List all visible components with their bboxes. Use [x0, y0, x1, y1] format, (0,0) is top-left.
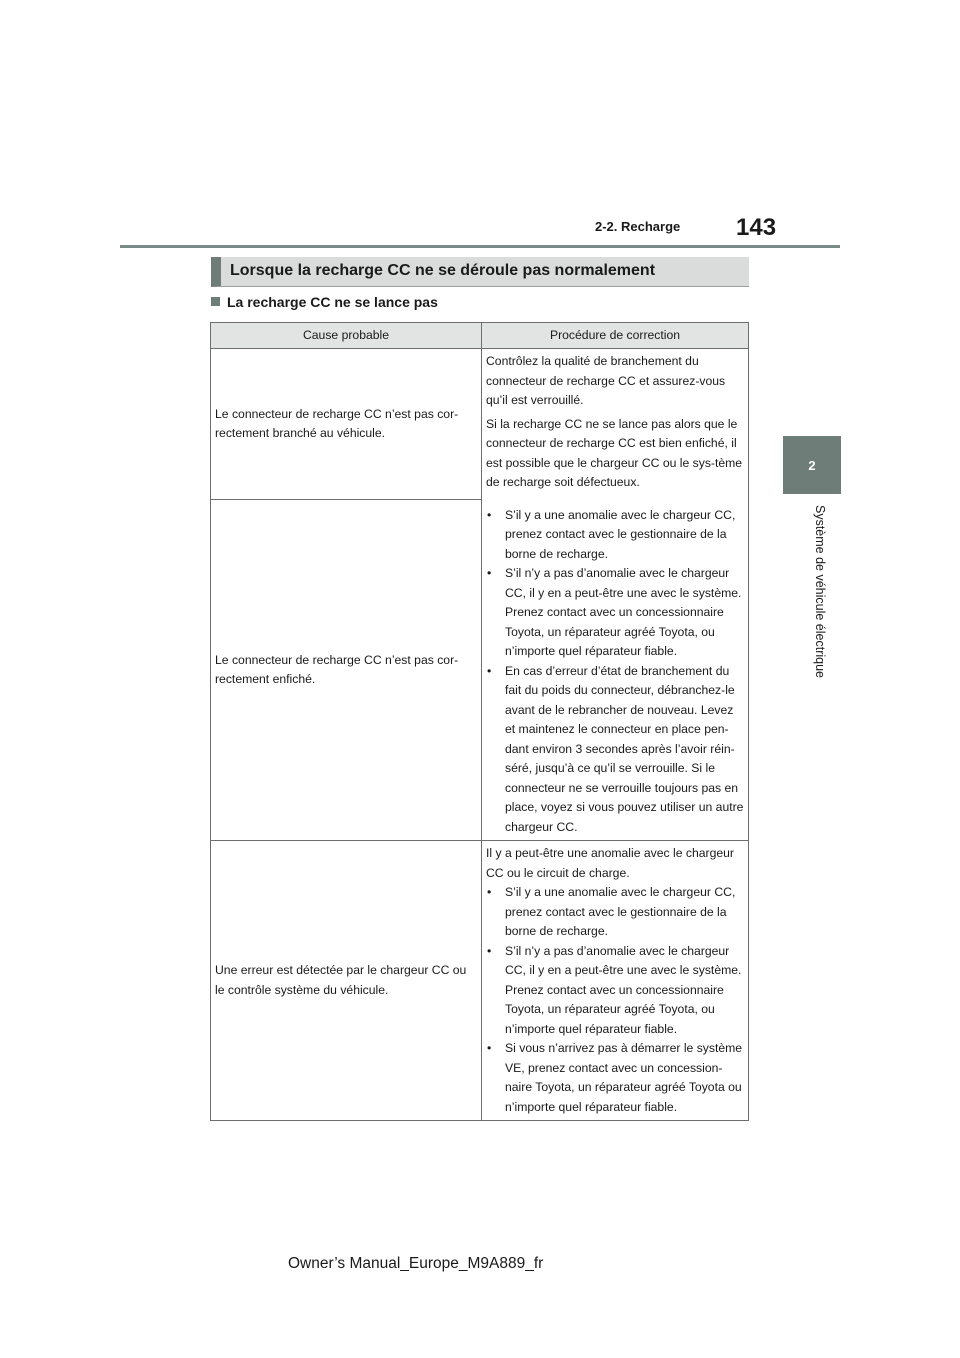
- list-item: • S’il n’y a pas d’anomalie avec le chargeur CC, il y en a peut-être une avec le système. Prenez contact avec un concessionnaire Toyota, un réparateur agréé Toyota, ou n’importe quel réparateur fiable.: [486, 564, 744, 662]
- procedure-paragraph: Contrôlez la qualité de branchement du connecteur de recharge CC et assurez-vous qu’il est verrouillé.: [486, 354, 726, 407]
- table-row: [211, 500, 749, 841]
- procedure-list: [486, 506, 744, 838]
- section-heading: Lorsque la recharge CC ne se déroule pas normalement: [211, 257, 749, 287]
- footer-manual-id: Owner’s Manual_Europe_M9A889_fr: [288, 1255, 544, 1272]
- procedure-cell: [482, 841, 749, 1121]
- page-number: 143: [736, 214, 777, 241]
- chapter-tab: 2: [783, 436, 841, 494]
- cause-cell: Le connecteur de recharge CC n’est pas cor-rectement enfiché.: [211, 500, 482, 841]
- procedure-paragraph: Si la recharge CC ne se lance pas alors que le connecteur de recharge CC est bien enfiché, il est possible que le chargeur CC ou le sys-tème de recharge soit défectueux.: [486, 416, 743, 489]
- procedure-cell: [482, 500, 749, 841]
- column-header-procedure: Procédure de correction: [482, 323, 749, 349]
- table-row: [211, 841, 749, 1121]
- list-item: • S’il y a une anomalie avec le chargeur CC, prenez contact avec le gestionnaire de la borne de recharge.: [486, 883, 744, 942]
- procedure-intro: Il y a peut-être une anomalie avec le chargeur CC ou le circuit de charge.: [486, 846, 734, 880]
- subheading-text: La recharge CC ne se lance pas: [227, 294, 438, 310]
- column-header-cause: Cause probable: [211, 323, 482, 349]
- procedure-list: [486, 883, 744, 1117]
- chapter-title: Système de véhicule électrique: [813, 505, 827, 679]
- cause-cell: Une erreur est détectée par le chargeur CC ou le contrôle système du véhicule.: [211, 841, 482, 1121]
- procedure-cell: [482, 349, 749, 500]
- table-row: [211, 349, 749, 500]
- section-label: 2-2. Recharge: [595, 219, 681, 234]
- list-item: • S’il n’y a pas d’anomalie avec le chargeur CC, il y en a peut-être une avec le système. Prenez contact avec un concessionnaire Toyota, un réparateur agréé Toyota, ou n’importe quel réparateur fiable.: [486, 942, 744, 1040]
- cause-cell: Le connecteur de recharge CC n’est pas cor-rectement branché au véhicule.: [211, 349, 482, 500]
- troubleshooting-table: [210, 322, 749, 1121]
- header-divider: [120, 245, 840, 248]
- table-header-row: [211, 323, 749, 349]
- subheading: [211, 294, 438, 310]
- list-item: • S’il y a une anomalie avec le chargeur CC, prenez contact avec le gestionnaire de la borne de recharge.: [486, 506, 744, 565]
- list-item: • Si vous n’arrivez pas à démarrer le système VE, prenez contact avec un concession-naire Toyota, un réparateur agréé Toyota ou n’importe quel réparateur fiable.: [486, 1039, 744, 1117]
- square-bullet-icon: [211, 297, 220, 306]
- list-item: • En cas d’erreur d’état de branchement du fait du poids du connecteur, débranchez-le avant de le rebrancher de nouveau. Levez et maintenez le connecteur en place pen-dant environ 3 secondes après l’avoir réin-séré, jusqu’à ce qu’il se verrouille. Si le connecteur ne se verrouille toujours pas en place, voyez si vous pouvez utiliser un autre chargeur CC.: [486, 662, 744, 838]
